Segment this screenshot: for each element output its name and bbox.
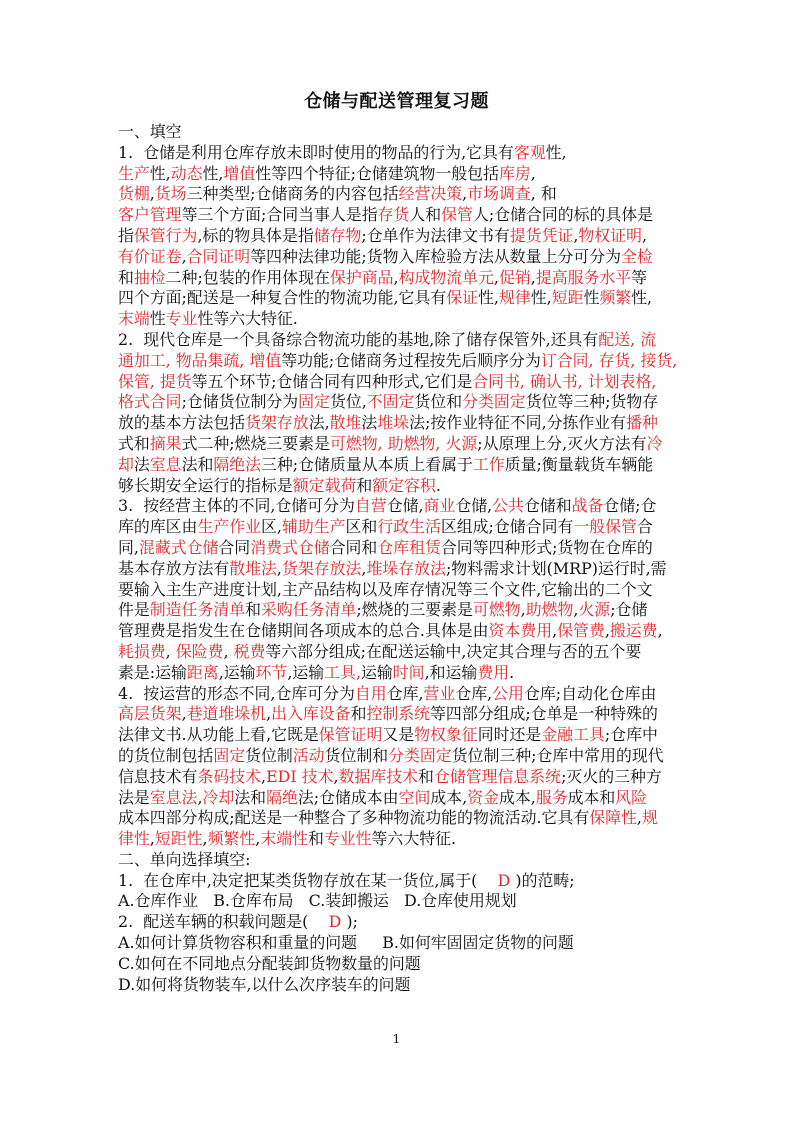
- text-line: [118, 788, 698, 809]
- text-segment: 法;仓储成本由: [297, 787, 399, 807]
- answer-text: 物权证明: [578, 225, 642, 245]
- text-segment: 质量;衡量载货车辆能: [504, 454, 654, 474]
- answer-text: 活动: [292, 745, 325, 765]
- answer-text: 频繁: [599, 288, 632, 308]
- text-segment: ,: [361, 558, 367, 578]
- text-segment: 指: [118, 225, 134, 245]
- answer-text: 订合同, 存货, 接货,: [540, 350, 678, 370]
- answer-text: 经营决策: [398, 184, 463, 204]
- text-segment: 法: [361, 413, 378, 433]
- text-segment: 货位制三种;仓库中常用的现代: [451, 745, 664, 765]
- answer-text: 合同证明: [186, 246, 251, 266]
- text-segment: ,: [393, 267, 399, 287]
- answer-text: D: [497, 870, 511, 890]
- text-segment: .: [509, 662, 515, 682]
- text-segment: 同,: [118, 537, 139, 557]
- answer-text: 有价证卷: [118, 246, 182, 266]
- text-segment: 合同和: [329, 537, 378, 557]
- text-segment: 法律文书.从功能上看,它既是: [118, 725, 319, 745]
- text-segment: 性: [149, 309, 166, 329]
- answer-text: 短距性: [154, 829, 203, 849]
- answer-text: 冷: [646, 433, 663, 453]
- answer-text: 控制系统: [366, 704, 431, 724]
- text-segment: 性等四个特征;仓储建筑物一般包括: [255, 163, 499, 183]
- text-segment: 又是: [382, 725, 415, 745]
- text-line: [118, 247, 698, 268]
- answer-text: 摘果: [149, 433, 182, 453]
- answer-text: 数据库技术: [338, 766, 419, 786]
- text-segment: ,: [520, 600, 526, 620]
- text-segment: 区和: [345, 517, 378, 537]
- answer-text: 全检: [621, 246, 653, 266]
- text-line: [118, 434, 698, 455]
- answer-text: 保证: [446, 288, 478, 308]
- answer-text: 消费式仓储: [250, 537, 330, 557]
- answer-text: 出入库设备: [271, 704, 351, 724]
- text-segment: 人;仓储合同的标的具体是: [472, 205, 654, 225]
- text-segment: C.如何在不同地点分配装卸货物数量的问题: [118, 953, 421, 973]
- text-segment: 3. 按经营主体的不同,仓储可分为: [118, 496, 355, 516]
- text-segment: ,: [261, 766, 267, 786]
- answer-text: 采购任务清单: [261, 600, 357, 620]
- text-segment: 运输: [361, 662, 393, 682]
- answer-text: 保管, 提货: [118, 371, 192, 391]
- text-line: [118, 767, 698, 788]
- text-segment: 基本存放方法有: [118, 558, 230, 578]
- text-segment: 区,: [261, 517, 282, 537]
- text-line: [118, 476, 698, 497]
- text-segment: 货位等三种;货物存: [525, 392, 659, 412]
- text-segment: ,运输: [287, 662, 325, 682]
- text-segment: ,: [636, 808, 642, 828]
- answer-text: 保管费: [557, 621, 605, 641]
- text-line: [118, 309, 698, 330]
- answer-text: 合同书, 确认书, 计划表格,: [472, 371, 657, 391]
- answer-text: 货场: [154, 184, 187, 204]
- answer-text: 堆垛存放法: [366, 558, 446, 578]
- text-segment: ,: [493, 267, 499, 287]
- text-segment: 4. 按运营的形态不同,仓库可分为: [118, 683, 355, 703]
- text-segment: A.仓库作业 B.仓库布局 C.装卸搬运 D.仓库使用规划: [118, 891, 517, 911]
- answer-text: 库房: [498, 163, 531, 183]
- answer-text: 辅助生产: [281, 517, 346, 537]
- text-segment: 放的基本方法包括: [118, 413, 246, 433]
- text-segment: A.如何计算货物容积和重量的问题 B.如何牢固固定货物的问题: [118, 933, 574, 953]
- text-segment: 二、单向选择填空:: [118, 849, 251, 869]
- answer-text: 分类固定: [388, 745, 452, 765]
- text-segment: );: [341, 912, 358, 932]
- text-segment: 性,: [631, 288, 653, 308]
- text-segment: ,: [333, 766, 339, 786]
- text-segment: 合: [636, 517, 653, 537]
- answer-text: 播种: [626, 413, 658, 433]
- text-segment: 货位制和: [324, 745, 389, 765]
- answer-text: 货棚: [118, 184, 150, 204]
- answer-text: 自营: [354, 496, 387, 516]
- text-segment: ,标的物具体是指: [197, 225, 314, 245]
- answer-text: 提货凭证: [509, 225, 574, 245]
- text-segment: ,: [552, 621, 558, 641]
- text-segment: )的范畴;: [510, 870, 575, 890]
- text-segment: 管理费是指发生在仓储期间各项成本的总合.具体是由: [118, 621, 489, 641]
- text-line: [118, 226, 698, 247]
- text-segment: 2. 配送车辆的积载问题是(: [118, 912, 329, 932]
- answer-text: 可燃物, 助燃物, 火源: [329, 433, 478, 453]
- answer-text: 搬运费: [609, 621, 658, 641]
- text-segment: 库的库区由: [118, 517, 198, 537]
- answer-text: 短距: [551, 288, 584, 308]
- answer-text: 商业: [423, 496, 456, 516]
- text-segment: 等六部分组成;在配送运输中,决定其合理与否的五个要: [265, 641, 642, 661]
- text-segment: , 和: [530, 184, 557, 204]
- text-segment: ,: [165, 641, 176, 661]
- answer-text: 行政生活: [377, 517, 441, 537]
- answer-text: 抽检: [133, 267, 166, 287]
- text-line: [118, 455, 698, 476]
- text-segment: 式和: [118, 433, 150, 453]
- text-line: [118, 580, 698, 601]
- text-line: [118, 184, 698, 205]
- text-segment: ,: [181, 246, 187, 266]
- text-segment: 三种类型;仓储商务的内容包括: [186, 184, 399, 204]
- answer-text: 耗损费: [118, 641, 166, 661]
- text-segment: ,: [149, 829, 155, 849]
- text-line: [118, 122, 698, 143]
- text-segment: 性: [583, 288, 600, 308]
- text-segment: 仓储,: [386, 496, 424, 516]
- answer-text: 生产作业: [197, 517, 262, 537]
- text-segment: 性等六大特征.: [197, 309, 298, 329]
- answer-text: 不固定: [366, 392, 415, 412]
- text-segment: 等三个方面;合同当事人是指: [181, 205, 378, 225]
- text-segment: ,: [276, 558, 282, 578]
- text-segment: .: [435, 475, 441, 495]
- text-segment: 货位和: [414, 392, 463, 412]
- answer-text: 堆垛: [377, 413, 410, 433]
- answer-text: D: [328, 912, 342, 932]
- answer-text: 冷却: [202, 787, 235, 807]
- text-line: [118, 850, 698, 871]
- answer-text: 保护商品: [329, 267, 394, 287]
- text-segment: ,: [202, 829, 208, 849]
- text-segment: ;燃烧的三要素是: [356, 600, 473, 620]
- answer-text: 资本费用: [488, 621, 553, 641]
- text-line: [118, 663, 698, 684]
- answer-text: 保障性: [589, 808, 637, 828]
- text-segment: 仓储;仓: [603, 496, 657, 516]
- text-line: [118, 538, 698, 559]
- answer-text: 一般保管: [573, 517, 637, 537]
- text-segment: ;灭火的三种方: [561, 766, 662, 786]
- text-line: [118, 496, 698, 517]
- text-segment: 同时还是: [477, 725, 542, 745]
- answer-text: 仓库租赁: [377, 537, 441, 557]
- answer-text: 可燃物: [472, 600, 521, 620]
- text-segment: 成本,: [430, 787, 468, 807]
- answer-text: 仓储管理信息系统: [433, 766, 562, 786]
- text-line: [118, 372, 698, 393]
- text-segment: ,和运输: [424, 662, 478, 682]
- text-line: [118, 933, 698, 954]
- text-segment: 1. 仓储是利用仓库存放未即时使用的物品的行为,它具有: [118, 142, 514, 162]
- answer-text: 配送, 流: [598, 329, 657, 349]
- text-segment: 仓储,: [455, 496, 493, 516]
- answer-text: 物权象征: [414, 725, 478, 745]
- text-segment: 成本四部分构成;配送是一种整合了多种物流功能的物流活动.它具有: [118, 808, 590, 828]
- answer-text: 分类固定: [462, 392, 526, 412]
- text-segment: 和: [350, 704, 367, 724]
- answer-text: 隔绝: [266, 787, 298, 807]
- text-segment: ;仓储货位制分为: [181, 392, 299, 412]
- answer-text: 高层货架: [118, 704, 182, 724]
- text-segment: 性,: [149, 163, 171, 183]
- text-segment: ,: [641, 225, 648, 245]
- answer-text: 动态: [170, 163, 203, 183]
- answer-text: 公用: [492, 683, 524, 703]
- text-line: [118, 621, 698, 642]
- text-segment: 人和: [409, 205, 442, 225]
- text-segment: 信息技术有: [118, 766, 198, 786]
- text-segment: 成本,: [498, 787, 536, 807]
- text-segment: 性,: [202, 163, 224, 183]
- answer-text: 通加工, 物品集疏, 增值: [118, 350, 282, 370]
- text-segment: 法和: [234, 787, 267, 807]
- text-line: [118, 205, 698, 226]
- answer-text: 工作: [472, 454, 505, 474]
- answer-text: 末端性: [260, 829, 308, 849]
- answer-text: 自用: [354, 683, 387, 703]
- text-segment: 货位制: [245, 745, 293, 765]
- text-segment: 等六大特征.: [371, 829, 457, 849]
- text-line: [118, 975, 698, 996]
- text-segment: D.如何将货物装车,以什么次序装车的问题: [118, 974, 411, 994]
- answer-text: 保管行为: [133, 225, 198, 245]
- text-line: [118, 912, 698, 933]
- answer-text: 税费: [233, 641, 266, 661]
- text-segment: 二种;包装的作用体现在: [165, 267, 330, 287]
- answer-text: 服务: [535, 787, 568, 807]
- answer-text: 保管: [441, 205, 473, 225]
- answer-text: 固定: [298, 392, 330, 412]
- text-segment: 够长期安全运行的指标是: [118, 475, 293, 495]
- text-segment: ,: [657, 621, 663, 641]
- text-segment: ;仓库中: [604, 725, 658, 745]
- text-segment: 和: [245, 600, 262, 620]
- answer-text: 货架存放法: [281, 558, 362, 578]
- text-line: [118, 600, 698, 621]
- text-segment: ,: [530, 163, 536, 183]
- answer-text: 促销: [498, 267, 531, 287]
- answer-text: 增值: [223, 163, 256, 183]
- answer-text: 风险: [615, 787, 648, 807]
- text-segment: ;仓储: [610, 600, 648, 620]
- text-segment: ,: [573, 225, 579, 245]
- text-segment: ,: [223, 641, 234, 661]
- text-segment: 等五个环节;仓储合同有四种形式,它们是: [191, 371, 473, 391]
- answer-text: 战备: [571, 496, 604, 516]
- answer-text: 额定容积: [372, 475, 436, 495]
- text-segment: 件是: [118, 600, 150, 620]
- text-segment: ;物料需求计划(MRP)运行时,需: [445, 558, 667, 578]
- text-segment: 仓库,: [455, 683, 493, 703]
- text-line: [118, 143, 698, 164]
- text-segment: ,: [149, 184, 155, 204]
- text-segment: 仓储和: [523, 496, 572, 516]
- answer-text: 时间: [392, 662, 425, 682]
- text-segment: 2. 现代仓库是一个具备综合物流功能的基地,除了储存保管外,还具有: [118, 329, 599, 349]
- document-body: [118, 122, 698, 995]
- answer-text: 储存物: [313, 225, 362, 245]
- text-segment: 和: [118, 267, 134, 287]
- text-segment: 货位,: [329, 392, 367, 412]
- answer-text: 规: [641, 808, 658, 828]
- text-line: [118, 808, 698, 829]
- page-number: 1: [392, 1032, 401, 1046]
- text-segment: ;仓单作为法律文书有: [361, 225, 510, 245]
- text-line: [118, 351, 698, 372]
- answer-text: 条码技术: [197, 766, 262, 786]
- text-segment: 1. 在仓库中,决定把某类货物存放在某一货位,属于(: [118, 870, 498, 890]
- text-line: [118, 559, 698, 580]
- text-line: [118, 642, 698, 663]
- text-segment: 合同等四种形式;货物在仓库的: [440, 537, 653, 557]
- answer-text: 提高服务水平: [535, 267, 632, 287]
- answer-text: 专业性: [323, 829, 372, 849]
- text-segment: 性,: [545, 142, 567, 162]
- text-segment: 的货位制包括: [118, 745, 214, 765]
- answer-text: 固定: [213, 745, 246, 765]
- text-segment: 四个方面;配送是一种复合性的物流功能,它具有: [118, 288, 447, 308]
- answer-text: 室息: [149, 454, 182, 474]
- answer-text: 却: [118, 454, 134, 474]
- text-segment: 成本和: [567, 787, 616, 807]
- text-segment: ,运输: [218, 662, 256, 682]
- text-line: [118, 954, 698, 975]
- text-line: [118, 268, 698, 289]
- answer-text: 格式合同: [118, 392, 182, 412]
- answer-text: 货架存放: [245, 413, 309, 433]
- text-line: [118, 871, 698, 892]
- answer-text: 客户管理: [118, 205, 182, 225]
- answer-text: EDI 技术: [266, 766, 334, 786]
- text-segment: ,: [266, 704, 272, 724]
- answer-text: 混藏式仓储: [138, 537, 219, 557]
- text-segment: 等四种法律功能;货物入库检验方法从数量上分可分为: [250, 246, 622, 266]
- text-segment: 一、填空: [118, 122, 182, 141]
- text-segment: 法和: [181, 454, 214, 474]
- answer-text: 存货: [377, 205, 410, 225]
- answer-text: 火源: [578, 600, 611, 620]
- text-segment: ,: [181, 704, 187, 724]
- text-segment: 性,: [478, 288, 499, 308]
- text-segment: 法,: [308, 413, 330, 433]
- answer-text: 律性: [118, 829, 150, 849]
- text-segment: 等功能;仓储商务过程按先后顺序分为: [281, 350, 541, 370]
- answer-text: 客观: [513, 142, 546, 162]
- text-segment: 合同: [218, 537, 251, 557]
- text-line: [118, 413, 698, 434]
- text-segment: 仓库;自动化仓库由: [523, 683, 657, 703]
- answer-text: 散堆: [329, 413, 362, 433]
- answer-text: 费用: [477, 662, 510, 682]
- text-segment: 等: [631, 267, 648, 287]
- answer-text: 助燃物: [525, 600, 574, 620]
- text-segment: ,: [462, 184, 468, 204]
- text-line: [118, 746, 698, 767]
- answer-text: 市场调查: [467, 184, 531, 204]
- answer-text: 工具,: [324, 662, 362, 682]
- answer-text: 保管证明: [318, 725, 383, 745]
- answer-text: 制造任务清单: [149, 600, 246, 620]
- text-segment: 和: [356, 475, 373, 495]
- text-line: [118, 725, 698, 746]
- answer-text: 散堆法: [229, 558, 277, 578]
- text-line: [118, 684, 698, 705]
- answer-text: 隔绝法: [213, 454, 262, 474]
- text-segment: ,: [197, 787, 203, 807]
- text-segment: 法是: [118, 787, 150, 807]
- answer-text: 环节: [255, 662, 288, 682]
- text-line: [118, 330, 698, 351]
- answer-text: 构成物流单元: [398, 267, 494, 287]
- text-segment: 区组成;仓储合同有: [440, 517, 574, 537]
- text-segment: 三种;仓储质量从本质上看属于: [261, 454, 473, 474]
- text-segment: ,: [604, 621, 610, 641]
- text-line: [118, 392, 698, 413]
- text-segment: 仓库,: [386, 683, 424, 703]
- answer-text: 生产: [118, 163, 150, 183]
- answer-text: 额定载荷: [292, 475, 357, 495]
- text-line: [118, 288, 698, 309]
- text-segment: ,: [573, 600, 579, 620]
- text-segment: 和: [418, 766, 434, 786]
- text-line: [118, 164, 698, 185]
- text-segment: ,: [530, 267, 536, 287]
- text-line: [118, 891, 698, 912]
- text-segment: 要输入主生产进度计划,主产品结构以及库存情况等三个文件,它输出的二个文: [118, 579, 653, 599]
- document-title: 仓储与配送管理复习题: [304, 91, 489, 112]
- answer-text: 末端: [118, 309, 150, 329]
- answer-text: 金融工具: [541, 725, 605, 745]
- answer-text: 资金: [467, 787, 499, 807]
- text-line: [118, 829, 698, 850]
- text-segment: 和: [307, 829, 324, 849]
- text-segment: 素是:运输: [118, 662, 187, 682]
- answer-text: 空间: [398, 787, 431, 807]
- text-segment: 性,: [530, 288, 552, 308]
- answer-text: 距离: [186, 662, 219, 682]
- answer-text: 营业: [423, 683, 456, 703]
- answer-text: 频繁性: [207, 829, 256, 849]
- text-segment: 式二种;燃烧三要素是: [181, 433, 330, 453]
- answer-text: 规律: [498, 288, 531, 308]
- answer-text: 专业: [165, 309, 198, 329]
- answer-text: 室息法: [149, 787, 198, 807]
- text-segment: 法: [133, 454, 150, 474]
- text-line: [118, 517, 698, 538]
- text-segment: 法;按作业特征不同,分拣作业有: [409, 413, 627, 433]
- text-line: [118, 704, 698, 725]
- text-segment: ,: [255, 829, 261, 849]
- text-segment: ;从原理上分,灭火方法有: [477, 433, 647, 453]
- answer-text: 保险费: [175, 641, 224, 661]
- answer-text: 公共: [492, 496, 524, 516]
- answer-text: 巷道堆垛机: [186, 704, 267, 724]
- text-segment: 等四部分组成;仓单是一种特殊的: [430, 704, 658, 724]
